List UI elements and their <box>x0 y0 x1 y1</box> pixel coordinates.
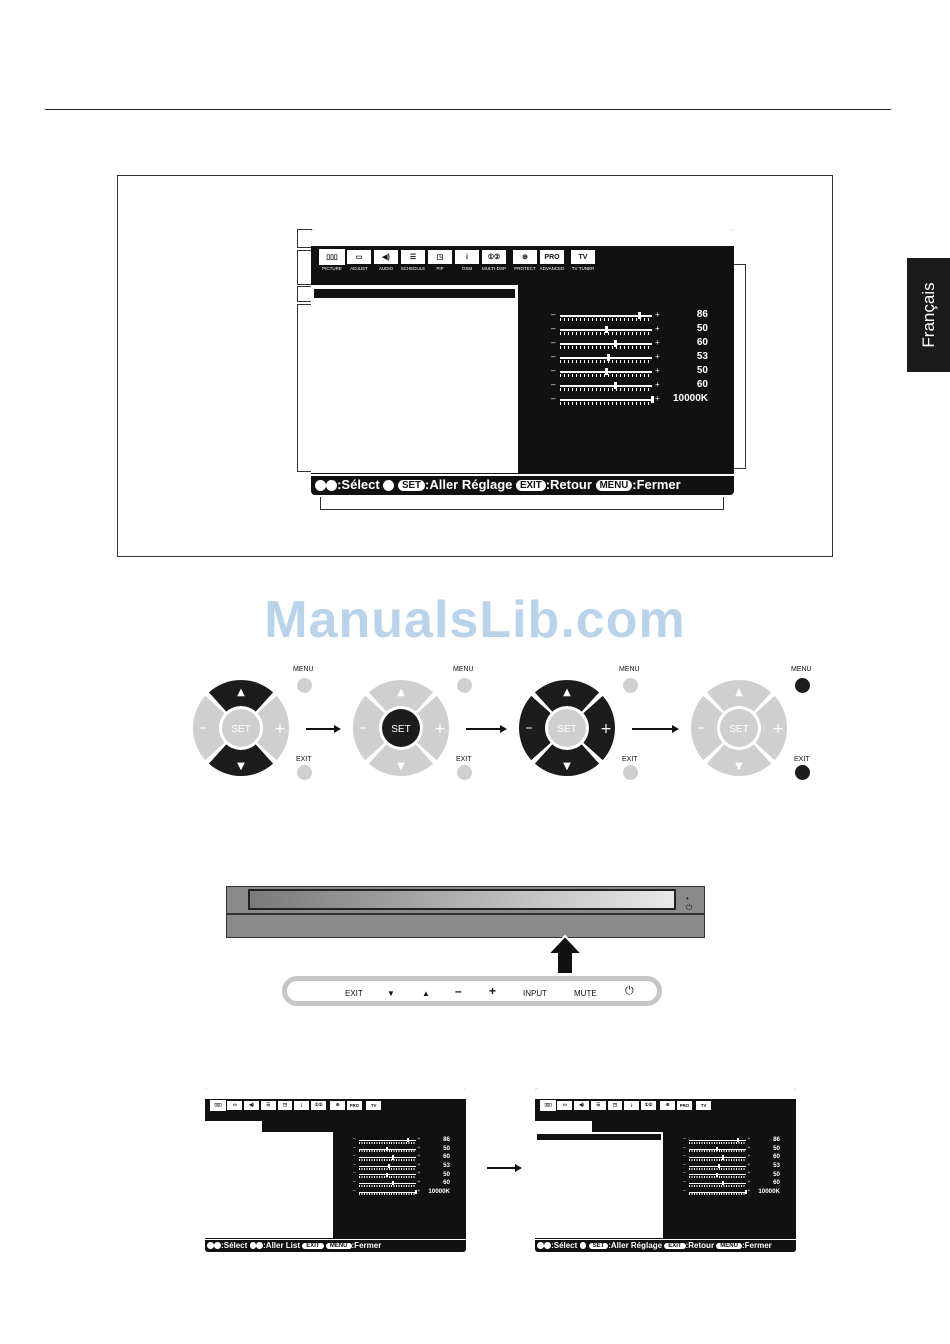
slider-plus: + <box>747 1154 751 1160</box>
slider-value: 60 <box>696 337 708 348</box>
osm-icon: i <box>301 1102 303 1108</box>
panel-button-1[interactable]: EXIT <box>345 989 363 998</box>
slider-value: 60 <box>773 1179 780 1187</box>
dpad-left-button[interactable] <box>691 696 723 760</box>
advanced-icon: PRO <box>349 1102 360 1108</box>
set-pill: SET <box>398 480 425 491</box>
menu-icon-advanced[interactable] <box>677 1101 692 1110</box>
slider-plus: + <box>747 1171 751 1177</box>
up-arrow-icon <box>545 934 585 976</box>
dpad-left-button[interactable] <box>519 696 551 760</box>
slider-ticks <box>689 1159 746 1161</box>
protect-icon: ⊕ <box>522 254 528 261</box>
slider-plus: + <box>417 1171 421 1177</box>
slider-plus: + <box>655 366 660 375</box>
slider-knob[interactable] <box>737 1138 739 1142</box>
menu-icon-adjust[interactable] <box>347 250 371 264</box>
callout-bracket-title <box>297 229 312 248</box>
slider-minus: – <box>353 1188 356 1194</box>
nav-circle-icon <box>315 480 326 491</box>
slider-minus: – <box>683 1154 686 1160</box>
monitor-front <box>226 886 705 938</box>
adjust-icon: ▭ <box>562 1102 567 1108</box>
set-pill: SET <box>589 1243 609 1249</box>
menu-icon-pip[interactable] <box>608 1101 623 1110</box>
menu-pill: MENU <box>716 1243 742 1249</box>
menu-icon-schedule[interactable] <box>591 1101 606 1110</box>
dpad-glyph-icon: ▲ <box>237 687 245 698</box>
callout-bracket-values <box>733 264 746 469</box>
menu-icon-protect[interactable] <box>330 1101 345 1110</box>
menu-icon-audio[interactable] <box>574 1101 589 1110</box>
slider-plus: + <box>417 1188 421 1194</box>
slider-knob[interactable] <box>392 1155 394 1159</box>
slider-value: 53 <box>443 1162 450 1170</box>
slider-knob[interactable] <box>386 1147 388 1151</box>
dpad-glyph-icon: ▲ <box>735 687 743 698</box>
footer-goto: :Aller Réglage <box>608 1241 663 1250</box>
menu-icon-pip[interactable] <box>428 250 452 264</box>
multi-dsp-icon: ①② <box>644 1102 653 1108</box>
slider-value: 50 <box>443 1170 450 1178</box>
exit-button[interactable] <box>623 765 638 780</box>
slider-ticks <box>560 346 652 349</box>
slider-minus: – <box>551 338 556 347</box>
menu-icon-multi-dsp[interactable] <box>641 1101 656 1110</box>
protect-icon: ⊕ <box>665 1102 670 1108</box>
slider-value: 50 <box>773 1144 780 1152</box>
slider-minus: – <box>683 1171 686 1177</box>
adjust-icon: ▭ <box>355 254 363 261</box>
osd-list-panel <box>535 1132 663 1238</box>
menu-icon-adjust[interactable] <box>557 1101 572 1110</box>
slider-plus: + <box>417 1136 421 1142</box>
set-label: SET <box>729 724 749 735</box>
step-arrow-head <box>672 725 679 733</box>
menu-label: MENU <box>619 666 640 673</box>
menu-icon-multi-dsp[interactable] <box>482 250 506 264</box>
slider-track <box>560 343 652 345</box>
menu-icon-tv-tuner[interactable] <box>571 250 595 264</box>
picture-icon: ▯▯▯ <box>214 1102 222 1108</box>
menu-icon-schedule[interactable] <box>401 250 425 264</box>
slider-value: 53 <box>696 351 708 362</box>
menu-icon-advanced[interactable] <box>347 1101 362 1110</box>
slider-value: 60 <box>696 379 708 390</box>
dpad-glyph-icon: ▲ <box>397 687 405 698</box>
slider-minus: – <box>683 1188 686 1194</box>
monitor-screen-strip <box>248 889 676 910</box>
osd-footer <box>205 1241 466 1250</box>
slider-knob[interactable] <box>651 396 654 403</box>
menu-icon-label: PROTECT <box>514 266 536 271</box>
osd-tab-strip <box>205 1121 262 1132</box>
page-rule <box>45 109 891 110</box>
nav-circle-icon <box>383 480 394 491</box>
menu-icon-audio[interactable] <box>374 250 398 264</box>
slider-minus: – <box>353 1179 356 1185</box>
menu-label: MENU <box>453 666 474 673</box>
picture-icon: ▯▯▯ <box>326 254 338 261</box>
menu-icon-protect[interactable] <box>660 1101 675 1110</box>
tv-tuner-icon: TV <box>370 1102 377 1108</box>
step-arrow <box>632 728 674 730</box>
exit-button[interactable] <box>457 765 472 780</box>
slider-knob[interactable] <box>605 326 608 333</box>
nav-circle-icon <box>207 1242 214 1249</box>
exit-label: EXIT <box>794 756 810 763</box>
dpad-glyph-icon: ▼ <box>563 761 571 772</box>
dpad-glyph-icon: + <box>274 721 286 737</box>
callout-bracket-icons <box>297 250 312 285</box>
menu-pill: MENU <box>596 480 633 491</box>
slider-knob[interactable] <box>386 1173 388 1177</box>
slider-value: 10000K <box>428 1187 450 1195</box>
slider-minus: – <box>353 1154 356 1160</box>
audio-icon: ◀) <box>382 254 390 261</box>
step-arrow <box>306 728 336 730</box>
footer-back: :Retour <box>545 477 592 492</box>
slider-value: 50 <box>773 1170 780 1178</box>
slider-plus: + <box>655 352 660 361</box>
slider-minus: – <box>551 394 556 403</box>
panel-button-6[interactable]: INPUT <box>523 989 547 998</box>
slider-knob[interactable] <box>638 312 641 319</box>
menu-icon-label: OSM <box>461 266 473 271</box>
step-arrow <box>466 728 502 730</box>
nav-circle-icon <box>326 480 337 491</box>
osm-icon: i <box>466 253 468 261</box>
footer-select: :Sélect <box>221 1241 248 1250</box>
slider-ticks <box>689 1185 746 1187</box>
osd-selected-row <box>314 289 515 298</box>
footer-back: :Retour <box>685 1241 715 1250</box>
slider-ticks <box>359 1159 416 1161</box>
callout-bracket-tab <box>297 286 312 302</box>
footer-close: :Fermer <box>351 1241 382 1250</box>
slider-value: 86 <box>773 1136 780 1144</box>
osd-small-right <box>535 1088 796 1252</box>
pip-icon: ◳ <box>436 254 444 261</box>
slider-knob[interactable] <box>716 1173 718 1177</box>
exit-button[interactable] <box>795 765 810 780</box>
language-tab-label: Français <box>918 282 938 348</box>
footer-goto: :Aller Réglage <box>425 477 513 492</box>
slider-value: 50 <box>443 1144 450 1152</box>
slider-knob[interactable] <box>716 1147 718 1151</box>
menu-pill: MENU <box>326 1243 352 1249</box>
slider-value: 86 <box>443 1136 450 1144</box>
slider-minus: – <box>353 1162 356 1168</box>
menu-icon-audio[interactable] <box>244 1101 259 1110</box>
dpad-glyph-icon: ▼ <box>735 761 743 772</box>
dpad-glyph-icon: – <box>199 720 207 736</box>
footer-select: :Sélect <box>337 477 380 492</box>
nav-circle-icon <box>250 1242 257 1249</box>
slider-knob[interactable] <box>614 382 617 389</box>
slider-knob[interactable] <box>415 1190 417 1194</box>
exit-label: EXIT <box>296 756 312 763</box>
slider-minus: – <box>353 1171 356 1177</box>
panel-button-8[interactable]: ⏻ <box>625 985 634 997</box>
slider-plus: + <box>417 1145 421 1151</box>
slider-plus: + <box>655 380 660 389</box>
menu-icon-osm[interactable] <box>294 1101 309 1110</box>
callout-bracket-list <box>297 304 312 472</box>
slider-track <box>689 1157 746 1158</box>
protect-icon: ⊕ <box>335 1102 340 1108</box>
slider-minus: – <box>551 324 556 333</box>
menu-button[interactable] <box>457 678 472 693</box>
footer-select: :Sélect <box>551 1241 578 1250</box>
menu-icon-schedule[interactable] <box>261 1101 276 1110</box>
menu-label: MENU <box>293 666 314 673</box>
menu-icon-adjust[interactable] <box>227 1101 242 1110</box>
menu-icon-picture[interactable] <box>541 1101 556 1110</box>
dpad-glyph-icon: – <box>525 720 533 736</box>
audio-icon: ◀) <box>579 1102 584 1108</box>
slider-track <box>359 1192 416 1193</box>
panel-button-5[interactable]: + <box>489 984 497 998</box>
panel-button-3[interactable]: ▲ <box>422 989 430 998</box>
multi-dsp-icon: ①② <box>314 1102 323 1108</box>
transition-arrow-head <box>515 1164 522 1172</box>
slider-value: 86 <box>696 309 708 320</box>
slider-knob[interactable] <box>722 1155 724 1159</box>
exit-label: EXIT <box>456 756 472 763</box>
osd-footer <box>311 477 734 492</box>
pip-icon: ◳ <box>282 1102 288 1108</box>
menu-icon-advanced[interactable] <box>540 250 564 264</box>
osd-selected-row <box>537 1134 661 1140</box>
slider-knob[interactable] <box>407 1138 409 1142</box>
advanced-icon: PRO <box>544 253 560 261</box>
slider-knob[interactable] <box>607 354 610 361</box>
osd-title-bar <box>205 1088 466 1099</box>
menu-icon-picture[interactable] <box>320 250 344 264</box>
pip-icon: ◳ <box>612 1102 618 1108</box>
slider-minus: – <box>551 352 556 361</box>
front-panel-buttons <box>282 976 662 1006</box>
step-arrow-head <box>500 725 507 733</box>
slider-track <box>359 1157 416 1158</box>
schedule-icon: ☰ <box>266 1102 271 1108</box>
slider-ticks <box>359 1185 416 1187</box>
exit-pill: EXIT <box>302 1243 323 1249</box>
slider-plus: + <box>655 394 660 403</box>
exit-label: EXIT <box>622 756 638 763</box>
dpad-glyph-icon: + <box>772 721 784 737</box>
menu-icon-label: MULTI-DSP <box>482 266 506 271</box>
slider-value: 60 <box>443 1153 450 1161</box>
osd-list-panel <box>311 285 518 473</box>
slider-knob[interactable] <box>392 1181 394 1185</box>
slider-knob[interactable] <box>605 368 608 375</box>
power-led-icon: • ⏻ <box>686 894 693 912</box>
dpad-glyph-icon: + <box>434 721 446 737</box>
osm-icon: i <box>631 1102 633 1108</box>
osd-small-left <box>205 1088 466 1252</box>
slider-plus: + <box>747 1179 751 1185</box>
slider-minus: – <box>683 1162 686 1168</box>
audio-icon: ◀) <box>249 1102 254 1108</box>
menu-button[interactable] <box>623 678 638 693</box>
slider-ticks <box>689 1193 746 1195</box>
menu-icon-label: SCHEDULE <box>400 266 426 271</box>
dpad-glyph-icon: ▼ <box>237 761 245 772</box>
set-label: SET <box>231 724 251 735</box>
dpad-glyph-icon: ▲ <box>563 687 571 698</box>
slider-value: 60 <box>443 1179 450 1187</box>
slider-value: 60 <box>773 1153 780 1161</box>
panel-button-4[interactable]: – <box>455 984 462 998</box>
menu-icon-multi-dsp[interactable] <box>311 1101 326 1110</box>
slider-minus: – <box>683 1136 686 1142</box>
dpad-left-button[interactable] <box>193 696 225 760</box>
slider-minus: – <box>551 310 556 319</box>
exit-pill: EXIT <box>664 1243 685 1249</box>
dpad-glyph-icon: – <box>359 720 367 736</box>
slider-value: 50 <box>696 323 708 334</box>
dpad-glyph-icon: + <box>600 721 612 737</box>
slider-track <box>560 399 652 401</box>
menu-icon-label: TV TUNER <box>571 266 595 271</box>
menu-icon-tv-tuner[interactable] <box>696 1101 711 1110</box>
dpad-4[interactable] <box>684 673 794 783</box>
slider-value: 10000K <box>758 1187 780 1195</box>
menu-icon-label: ADVANCED <box>539 266 565 271</box>
slider-plus: + <box>655 324 660 333</box>
slider-plus: + <box>747 1145 751 1151</box>
watermark: ManualsLib.com <box>264 591 686 649</box>
menu-icon-label: PICTURE <box>322 266 342 271</box>
menu-icon-tv-tuner[interactable] <box>366 1101 381 1110</box>
slider-minus: – <box>551 380 556 389</box>
slider-value: 50 <box>696 365 708 376</box>
nav-circle-icon <box>537 1242 544 1249</box>
slider-minus: – <box>353 1136 356 1142</box>
slider-knob[interactable] <box>388 1164 390 1168</box>
menu-icon-picture[interactable] <box>211 1101 226 1110</box>
exit-button[interactable] <box>297 765 312 780</box>
slider-minus: – <box>551 366 556 375</box>
panel-button-2[interactable]: ▼ <box>387 989 395 998</box>
slider-plus: + <box>417 1154 421 1160</box>
step-arrow-head <box>334 725 341 733</box>
osd-main-screen <box>311 229 734 495</box>
slider-minus: – <box>683 1179 686 1185</box>
menu-label: MENU <box>791 666 812 673</box>
multi-dsp-icon: ①② <box>487 254 501 261</box>
slider-plus: + <box>417 1162 421 1168</box>
slider-track <box>689 1192 746 1193</box>
slider-ticks <box>560 402 652 405</box>
slider-knob[interactable] <box>722 1181 724 1185</box>
dpad-glyph-icon: – <box>697 720 705 736</box>
slider-track <box>560 385 652 387</box>
menu-button[interactable] <box>795 678 810 693</box>
slider-ticks <box>560 360 652 363</box>
advanced-icon: PRO <box>679 1102 690 1108</box>
tv-tuner-icon: TV <box>700 1102 707 1108</box>
dpad-2[interactable] <box>346 673 456 783</box>
slider-minus: – <box>683 1145 686 1151</box>
dpad-3[interactable] <box>512 673 622 783</box>
slider-plus: + <box>655 310 660 319</box>
slider-track <box>560 357 652 359</box>
menu-icon-protect[interactable] <box>513 250 537 264</box>
slider-ticks <box>560 388 652 391</box>
callout-bracket-footer <box>320 497 724 510</box>
osd-tab-strip <box>535 1121 592 1132</box>
footer-close: :Fermer <box>632 477 681 492</box>
slider-plus: + <box>417 1179 421 1185</box>
menu-icon-pip[interactable] <box>278 1101 293 1110</box>
monitor-base <box>226 914 705 938</box>
osd-footer-divider <box>205 1239 466 1240</box>
slider-plus: + <box>747 1162 751 1168</box>
set-label: SET <box>391 724 411 735</box>
tv-tuner-icon: TV <box>578 253 588 261</box>
transition-arrow <box>487 1167 517 1169</box>
osd-footer-divider <box>535 1239 796 1240</box>
nav-circle-icon <box>580 1242 587 1249</box>
slider-plus: + <box>655 338 660 347</box>
dpad-glyph-icon: ▼ <box>397 761 405 772</box>
slider-knob[interactable] <box>745 1190 747 1194</box>
menu-icon-label: PIP <box>436 266 444 271</box>
osd-list-panel <box>205 1132 333 1238</box>
schedule-icon: ☰ <box>409 254 417 261</box>
footer-close: :Fermer <box>741 1241 772 1250</box>
slider-knob[interactable] <box>614 340 617 347</box>
panel-button-7[interactable]: MUTE <box>574 989 597 998</box>
slider-plus: + <box>747 1136 751 1142</box>
menu-icon-label: ADJUST <box>350 266 368 271</box>
set-label: SET <box>557 724 577 735</box>
dpad-1[interactable] <box>186 673 296 783</box>
slider-ticks <box>359 1193 416 1195</box>
slider-track <box>359 1183 416 1184</box>
slider-value: 53 <box>773 1162 780 1170</box>
dpad-left-button[interactable] <box>353 696 385 760</box>
slider-plus: + <box>747 1188 751 1194</box>
osd-title-bar <box>535 1088 796 1099</box>
slider-track <box>689 1183 746 1184</box>
slider-minus: – <box>353 1145 356 1151</box>
slider-value: 10000K <box>672 393 708 404</box>
slider-knob[interactable] <box>718 1164 720 1168</box>
osd-title-bar <box>311 229 734 246</box>
exit-pill: EXIT <box>516 480 546 491</box>
language-tab <box>907 258 950 372</box>
menu-icon-label: AUDIO <box>378 266 394 271</box>
osd-footer-divider <box>311 474 734 476</box>
schedule-icon: ☰ <box>596 1102 601 1108</box>
footer-goto: :Aller List <box>263 1241 301 1250</box>
osd-footer <box>535 1241 796 1250</box>
adjust-icon: ▭ <box>232 1102 237 1108</box>
menu-button[interactable] <box>297 678 312 693</box>
menu-icon-osm[interactable] <box>455 250 479 264</box>
picture-icon: ▯▯▯ <box>544 1102 552 1108</box>
menu-icon-osm[interactable] <box>624 1101 639 1110</box>
